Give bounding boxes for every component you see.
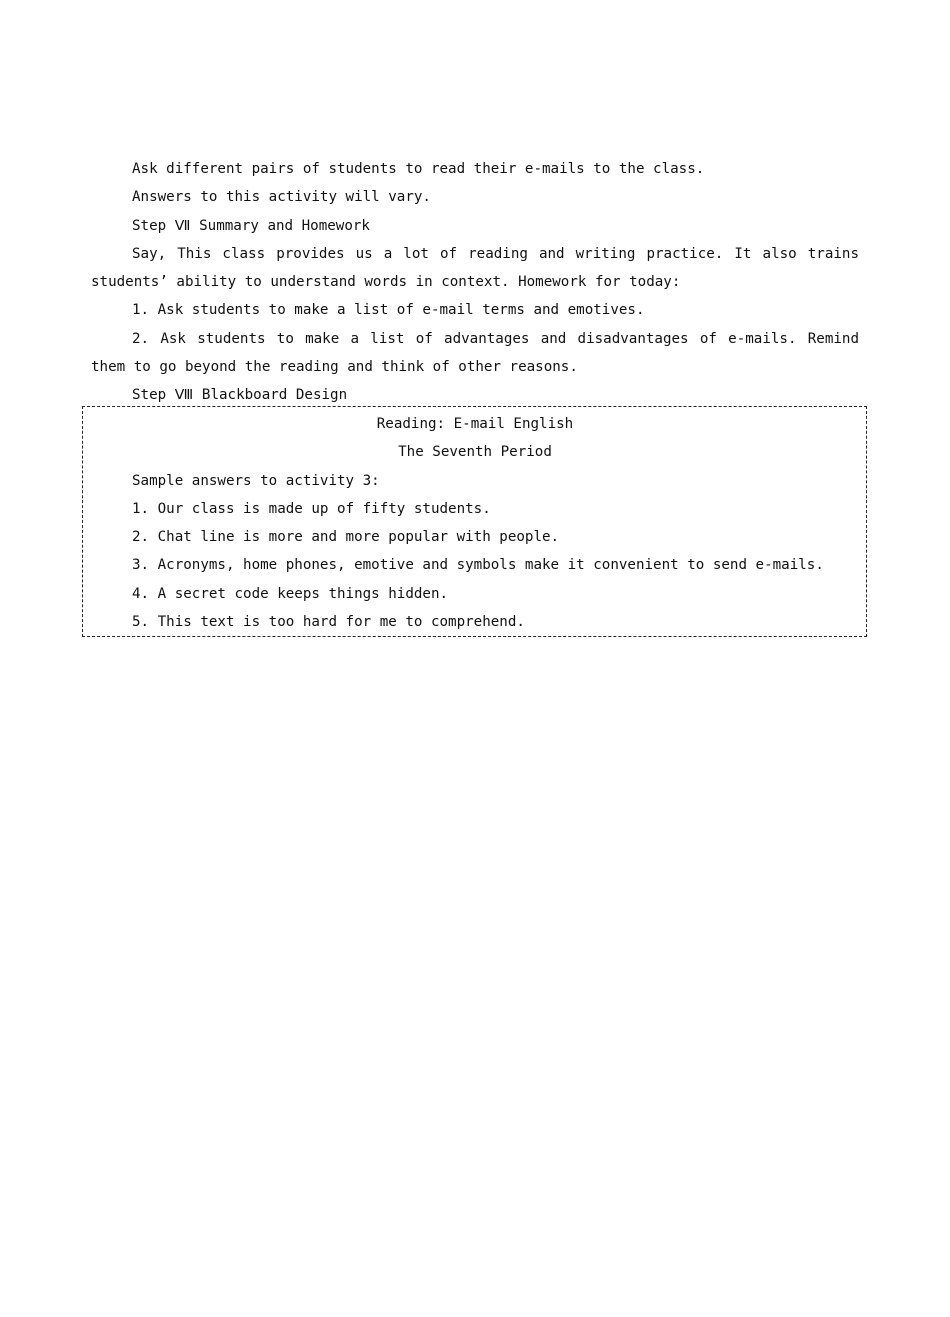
sample-answer-4: 4. A secret code keeps things hidden. [132, 585, 449, 602]
step-8-heading: Step Ⅷ Blackboard Design [132, 387, 348, 404]
blackboard-design-box [82, 406, 867, 637]
blackboard-title: Reading: E-mail English [376, 416, 574, 432]
sample-answer-5: 5. This text is too hard for me to comprehend. [132, 614, 525, 631]
paragraph-read-emails: Ask different pairs of students to read their e-mails to the class. [132, 161, 705, 177]
paragraph-summary: Say, This class provides us a lot of reading and writing practice. It also trains students’ ability to understand words in context. Homework for today: [91, 245, 859, 291]
paragraph-answers-vary: Answers to this activity will vary. [132, 189, 431, 206]
blackboard-content [91, 410, 859, 636]
blackboard-subtitle: The Seventh Period [398, 444, 552, 461]
sample-answer-2: 2. Chat line is more and more popular with people. [132, 529, 560, 546]
homework-item-2: 2. Ask students to make a list of advantages and disadvantages of e-mails. Remind them to go beyond the reading and think of other reasons. [91, 330, 859, 376]
sample-answer-3: 3. Acronyms, home phones, emotive and symbols make it convenient to send e-mails. [132, 557, 824, 574]
blackboard-intro: Sample answers to activity 3: [132, 472, 380, 489]
homework-item-1: 1. Ask students to make a list of e-mail terms and emotives. [132, 302, 645, 319]
sample-answer-1: 1. Our class is made up of fifty students. [132, 500, 491, 517]
lesson-text [91, 155, 859, 410]
step-7-heading: Step Ⅶ Summary and Homework [132, 217, 370, 234]
